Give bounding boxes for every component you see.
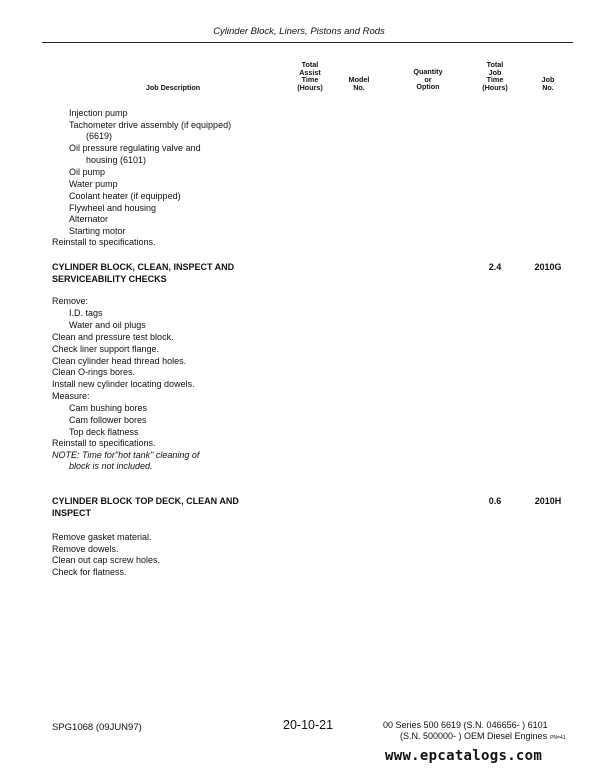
list-item: Remove gasket material. (52, 532, 152, 542)
list-item: Water pump (69, 179, 118, 189)
section-title-line: SERVICEABILITY CHECKS (52, 273, 167, 284)
document-id: SPG1068 (09JUN97) (52, 722, 142, 733)
header-total-assist-time: Total Assist Time (Hours) (297, 60, 323, 92)
footer-engine-text: (S.N. 500000- ) OEM Diesel Engines (400, 731, 548, 741)
note-text: NOTE: Time for"hot tank" cleaning of (52, 450, 200, 460)
list-item: Remove dowels. (52, 544, 119, 554)
section-title-line: CYLINDER BLOCK TOP DECK, CLEAN AND (52, 496, 239, 506)
list-item: Reinstall to specifications. (52, 438, 156, 448)
page-number: 20-10-21 (283, 718, 334, 732)
list-item: Clean O-rings bores. (52, 367, 136, 377)
list-item: Install new cylinder locating dowels. (52, 379, 195, 389)
list-item: Injection pump (69, 108, 128, 118)
list-item: Water and oil plugs (69, 320, 146, 330)
list-item: Clean and pressure test block. (52, 332, 174, 342)
list-item: Oil pump (69, 167, 106, 177)
job-time-value: 0.6 (488, 496, 502, 506)
list-item: housing (6101) (86, 155, 147, 165)
section-title-line: CYLINDER BLOCK, CLEAN, INSPECT AND (52, 262, 235, 272)
list-item: Flywheel and housing (69, 203, 157, 213)
note-text: block is not included. (69, 461, 153, 471)
list-item: Clean out cap screw holes. (52, 555, 161, 565)
page-title: Cylinder Block, Liners, Pistons and Rods (213, 26, 385, 37)
header-quantity-option: Quantity or Option (413, 67, 443, 92)
header-job-description: Job Description (145, 83, 201, 92)
job-number: 2010H (534, 496, 562, 506)
list-item: Check liner support flange. (52, 344, 160, 354)
list-item: Measure: (52, 391, 90, 401)
list-item: Cam bushing bores (69, 403, 148, 413)
list-item: Tachometer drive assembly (if equipped) (69, 120, 232, 130)
list-item: Clean cylinder head thread holes. (52, 356, 187, 366)
list-item: Coolant heater (if equipped) (69, 191, 181, 201)
list-item: Alternator (69, 214, 109, 224)
watermark-url: www.epcatalogs.com (385, 748, 543, 764)
list-item: Cam follower bores (69, 415, 147, 425)
job-number: 2010G (534, 262, 562, 272)
pn-number: PN=41 (550, 735, 566, 741)
header-total-job-time: Total Job Time (Hours) (482, 60, 508, 92)
header-job-no: Job No. (541, 75, 555, 92)
header-model-no: Model No. (348, 75, 370, 92)
section-title-line: INSPECT (52, 507, 92, 518)
section-title (52, 496, 239, 519)
footer-series-line: 00 Series 500 6619 (S.N. 046656- ) 6101 (383, 720, 548, 730)
list-item: Top deck flatness (69, 427, 139, 437)
title-divider (42, 42, 573, 43)
list-item: Remove: (52, 296, 89, 306)
list-item: (6619) (86, 131, 113, 141)
footer-engine-line (400, 731, 566, 741)
section-title (52, 262, 234, 285)
list-item: Reinstall to specifications. (52, 237, 156, 247)
list-item: I.D. tags (69, 308, 103, 318)
job-time-value: 2.4 (488, 262, 502, 272)
list-item: Starting motor (69, 226, 126, 236)
list-item: Check for flatness. (52, 567, 127, 577)
list-item: Oil pressure regulating valve and (69, 143, 201, 153)
